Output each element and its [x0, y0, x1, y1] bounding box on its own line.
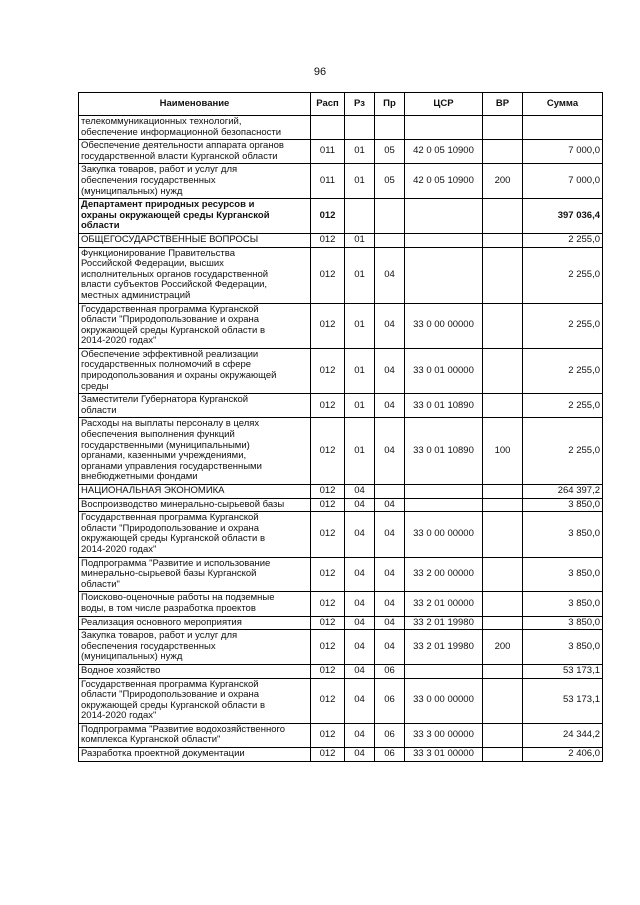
cell-csr: 42 0 05 10900 [405, 164, 483, 199]
cell-name: Подпрограмма "Развитие водохозяйственного комплекса Курганской области" [79, 723, 311, 747]
cell-vr [483, 664, 523, 678]
cell-pr: 04 [375, 512, 405, 557]
table-row [79, 348, 603, 393]
cell-rasp: 012 [311, 723, 345, 747]
cell-rasp: 012 [311, 394, 345, 418]
cell-sum: 3 850,0 [523, 616, 603, 630]
cell-vr [483, 116, 523, 140]
cell-csr: 33 0 00 00000 [405, 512, 483, 557]
cell-rz: 04 [345, 616, 375, 630]
table-row [79, 394, 603, 418]
budget-table [78, 92, 603, 762]
cell-csr: 33 2 00 00000 [405, 557, 483, 592]
cell-rz: 04 [345, 512, 375, 557]
cell-name: Воспроизводство минерально-сырьевой базы [79, 498, 311, 512]
cell-sum: 2 255,0 [523, 233, 603, 247]
cell-rz: 01 [345, 394, 375, 418]
cell-pr: 05 [375, 140, 405, 164]
cell-name: Обеспечение деятельности аппарата органов государственной власти Курганской области [79, 140, 311, 164]
table-body [79, 116, 603, 762]
cell-rz: 04 [345, 592, 375, 616]
cell-sum: 3 850,0 [523, 592, 603, 616]
cell-name: Поисково-оценочные работы на подземные воды, в том числе разработка проектов [79, 592, 311, 616]
cell-rz: 01 [345, 233, 375, 247]
cell-csr: 33 0 01 10890 [405, 418, 483, 485]
cell-sum [523, 116, 603, 140]
cell-sum: 24 344,2 [523, 723, 603, 747]
cell-name: Департамент природных ресурсов и охраны окружающей среды Курганской области [79, 199, 311, 234]
cell-rz: 04 [345, 557, 375, 592]
cell-rz: 01 [345, 418, 375, 485]
cell-vr [483, 485, 523, 499]
cell-rasp: 012 [311, 418, 345, 485]
cell-rasp: 012 [311, 303, 345, 348]
column-header-name: Наименование [79, 93, 311, 116]
cell-rasp: 012 [311, 485, 345, 499]
cell-rz: 01 [345, 247, 375, 303]
cell-csr: 33 0 00 00000 [405, 678, 483, 723]
table-row [79, 116, 603, 140]
cell-rz: 01 [345, 164, 375, 199]
cell-rz: 04 [345, 485, 375, 499]
cell-vr: 200 [483, 630, 523, 665]
cell-sum: 53 173,1 [523, 664, 603, 678]
cell-csr [405, 664, 483, 678]
cell-vr [483, 498, 523, 512]
table-row [79, 557, 603, 592]
cell-vr [483, 748, 523, 762]
table-row [79, 512, 603, 557]
cell-pr: 06 [375, 748, 405, 762]
cell-vr [483, 303, 523, 348]
cell-vr [483, 233, 523, 247]
cell-pr: 04 [375, 303, 405, 348]
cell-pr: 06 [375, 678, 405, 723]
cell-sum: 53 173,1 [523, 678, 603, 723]
table-row [79, 630, 603, 665]
cell-pr: 04 [375, 498, 405, 512]
cell-rasp [311, 116, 345, 140]
cell-csr: 33 0 00 00000 [405, 303, 483, 348]
table-row [79, 678, 603, 723]
cell-rasp: 012 [311, 557, 345, 592]
cell-name: НАЦИОНАЛЬНАЯ ЭКОНОМИКА [79, 485, 311, 499]
cell-pr: 04 [375, 592, 405, 616]
cell-pr [375, 485, 405, 499]
cell-rz: 04 [345, 664, 375, 678]
cell-name: Государственная программа Курганской области "Природопользование и охрана окружающей среды Курганской области в 2014-2020 годах" [79, 303, 311, 348]
cell-csr [405, 498, 483, 512]
cell-csr: 33 3 01 00000 [405, 748, 483, 762]
cell-name: телекоммуникационных технологий, обеспечение информационной безопасности [79, 116, 311, 140]
cell-csr [405, 116, 483, 140]
cell-pr: 04 [375, 247, 405, 303]
cell-name: Функционирование Правительства Российской Федерации, высших исполнительных органов государственной власти субъектов Российской Федерации, местных администраций [79, 247, 311, 303]
cell-vr [483, 199, 523, 234]
cell-csr: 33 2 01 00000 [405, 592, 483, 616]
table-row [79, 485, 603, 499]
cell-sum: 2 255,0 [523, 348, 603, 393]
cell-rz: 01 [345, 303, 375, 348]
cell-csr: 33 2 01 19980 [405, 630, 483, 665]
table-row [79, 303, 603, 348]
cell-rasp: 011 [311, 164, 345, 199]
cell-sum: 3 850,0 [523, 498, 603, 512]
cell-name: Государственная программа Курганской области "Природопользование и охрана окружающей среды Курганской области в 2014-2020 годах" [79, 512, 311, 557]
cell-name: Реализация основного мероприятия [79, 616, 311, 630]
cell-rasp: 012 [311, 233, 345, 247]
cell-csr [405, 247, 483, 303]
cell-csr [405, 199, 483, 234]
column-header-csr: ЦСР [405, 93, 483, 116]
cell-name: Заместители Губернатора Курганской области [79, 394, 311, 418]
cell-pr: 06 [375, 723, 405, 747]
cell-pr: 06 [375, 664, 405, 678]
table-row [79, 498, 603, 512]
table-row [79, 199, 603, 234]
cell-name: Водное хозяйство [79, 664, 311, 678]
cell-vr [483, 592, 523, 616]
cell-sum: 2 255,0 [523, 418, 603, 485]
cell-vr [483, 512, 523, 557]
column-header-vr: ВР [483, 93, 523, 116]
cell-name: Обеспечение эффективной реализации государственных полномочий в сфере природопользования и охраны окружающей среды [79, 348, 311, 393]
cell-rasp: 012 [311, 678, 345, 723]
cell-vr [483, 678, 523, 723]
cell-sum: 3 850,0 [523, 630, 603, 665]
cell-rz: 04 [345, 498, 375, 512]
cell-pr: 04 [375, 394, 405, 418]
cell-name: Закупка товаров, работ и услуг для обеспечения государственных (муниципальных) нужд [79, 630, 311, 665]
cell-csr: 42 0 05 10900 [405, 140, 483, 164]
cell-rasp: 011 [311, 140, 345, 164]
cell-csr: 33 0 01 00000 [405, 348, 483, 393]
cell-rasp: 012 [311, 630, 345, 665]
cell-rasp: 012 [311, 199, 345, 234]
table-row [79, 233, 603, 247]
cell-sum: 7 000,0 [523, 164, 603, 199]
table-row [79, 723, 603, 747]
cell-rasp: 012 [311, 498, 345, 512]
cell-pr: 05 [375, 164, 405, 199]
cell-sum: 2 255,0 [523, 394, 603, 418]
cell-rasp: 012 [311, 664, 345, 678]
table-row [79, 748, 603, 762]
cell-csr [405, 485, 483, 499]
cell-rasp: 012 [311, 616, 345, 630]
cell-vr [483, 394, 523, 418]
cell-rasp: 012 [311, 348, 345, 393]
table-row [79, 664, 603, 678]
cell-sum: 3 850,0 [523, 557, 603, 592]
cell-rasp: 012 [311, 247, 345, 303]
cell-name: Разработка проектной документации [79, 748, 311, 762]
table-row [79, 164, 603, 199]
cell-sum: 3 850,0 [523, 512, 603, 557]
cell-sum: 2 255,0 [523, 303, 603, 348]
cell-rz: 01 [345, 348, 375, 393]
table-row [79, 247, 603, 303]
table-row [79, 592, 603, 616]
cell-name: Закупка товаров, работ и услуг для обеспечения государственных (муниципальных) нужд [79, 164, 311, 199]
cell-sum: 2 255,0 [523, 247, 603, 303]
cell-csr [405, 233, 483, 247]
cell-pr: 04 [375, 630, 405, 665]
page-number: 96 [313, 66, 327, 78]
table-row [79, 140, 603, 164]
cell-pr [375, 116, 405, 140]
cell-vr: 100 [483, 418, 523, 485]
column-header-sum: Сумма [523, 93, 603, 116]
cell-sum: 2 406,0 [523, 748, 603, 762]
cell-pr [375, 233, 405, 247]
cell-rz [345, 199, 375, 234]
cell-vr [483, 140, 523, 164]
cell-name: ОБЩЕГОСУДАРСТВЕННЫЕ ВОПРОСЫ [79, 233, 311, 247]
cell-rz [345, 116, 375, 140]
cell-rasp: 012 [311, 512, 345, 557]
column-header-rz: Рз [345, 93, 375, 116]
cell-csr: 33 0 01 10890 [405, 394, 483, 418]
table-row [79, 418, 603, 485]
cell-rasp: 012 [311, 748, 345, 762]
cell-pr: 04 [375, 348, 405, 393]
table-header-row [79, 93, 603, 116]
column-header-pr: Пр [375, 93, 405, 116]
cell-vr [483, 348, 523, 393]
cell-vr [483, 557, 523, 592]
cell-vr [483, 616, 523, 630]
cell-vr [483, 247, 523, 303]
cell-csr: 33 3 00 00000 [405, 723, 483, 747]
cell-sum: 264 397,2 [523, 485, 603, 499]
cell-rz: 04 [345, 748, 375, 762]
cell-sum: 397 036,4 [523, 199, 603, 234]
cell-vr: 200 [483, 164, 523, 199]
cell-pr [375, 199, 405, 234]
cell-pr: 04 [375, 418, 405, 485]
cell-name: Государственная программа Курганской области "Природопользование и охрана окружающей среды Курганской области в 2014-2020 годах" [79, 678, 311, 723]
cell-rasp: 012 [311, 592, 345, 616]
cell-vr [483, 723, 523, 747]
cell-sum: 7 000,0 [523, 140, 603, 164]
cell-rz: 04 [345, 678, 375, 723]
cell-rz: 04 [345, 723, 375, 747]
cell-name: Подпрограмма "Развитие и использование минерально-сырьевой базы Курганской области" [79, 557, 311, 592]
cell-rz: 01 [345, 140, 375, 164]
cell-rz: 04 [345, 630, 375, 665]
cell-name: Расходы на выплаты персоналу в целях обеспечения выполнения функций государственными (муниципальными) органами, казенными учреждениями, органами управления государственными внебюджетными фондами [79, 418, 311, 485]
cell-pr: 04 [375, 557, 405, 592]
cell-pr: 04 [375, 616, 405, 630]
table-row [79, 616, 603, 630]
cell-csr: 33 2 01 19980 [405, 616, 483, 630]
column-header-rasp: Расп [311, 93, 345, 116]
